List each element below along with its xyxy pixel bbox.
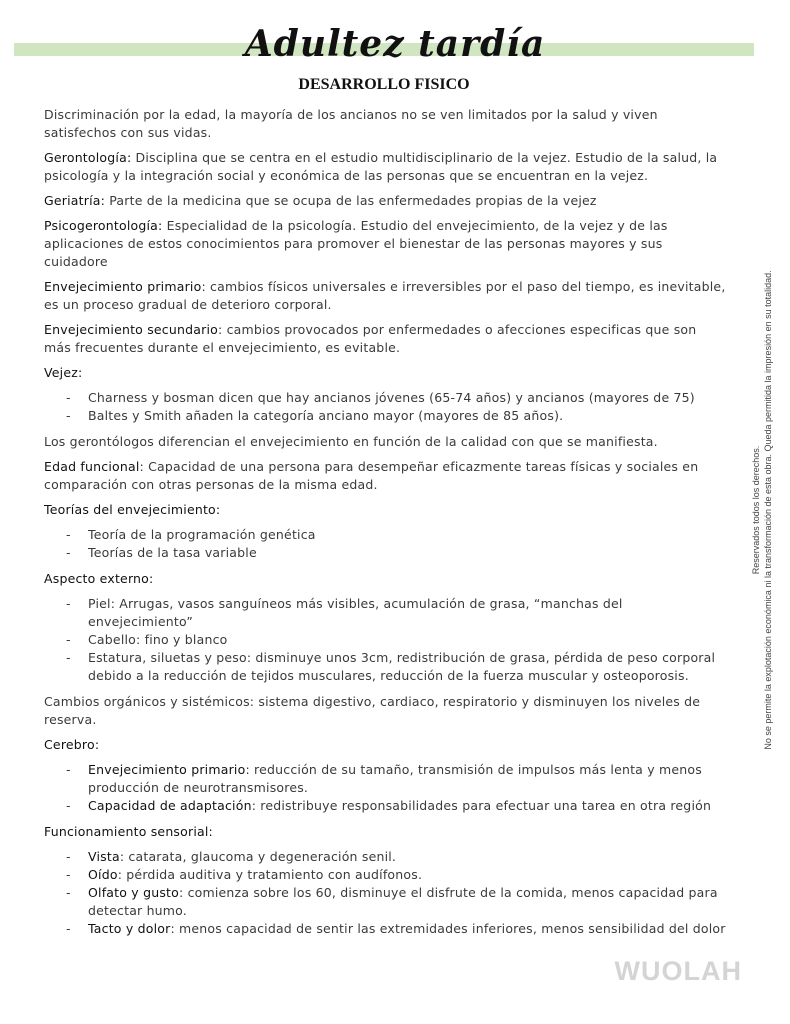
- list-item: - Charness y bosman dicen que hay ancianos jóvenes (65-74 años) y ancianos (mayores de 75): [66, 390, 695, 405]
- dash-bullet-icon: -: [66, 632, 71, 647]
- brand-watermark-logo: WUOLAH: [614, 956, 742, 986]
- intro-paragraph: Discriminación por la edad, la mayoría de los ancianos no se ven limitados por la salud y viven satisfechos con sus vidas.: [44, 107, 658, 140]
- cerebro-heading: Cerebro:: [44, 737, 100, 752]
- copyright-line: No se permite la explotación económica ni la transformación de esta obra. Queda permitida la impresión en su totalidad.: [763, 270, 773, 750]
- list-item: - Capacidad de adaptación: redistribuye responsabilidades para efectuar una tarea en otra región: [66, 798, 712, 813]
- aspecto-list: [44, 595, 726, 685]
- dash-bullet-icon: -: [66, 921, 71, 936]
- definition-term: Gerontología:: [44, 150, 132, 165]
- definition-text: Especialidad de la psicología. Estudio del envejecimiento, de la vejez y de las aplicaciones de estos conocimientos para promover el bienestar de las personas mayores y sus cuidadore: [44, 218, 668, 269]
- list-item: - Teorías de la tasa variable: [66, 545, 257, 560]
- dash-bullet-icon: -: [66, 849, 71, 864]
- definition-text: : cambios provocados por enfermedades o afecciones especificas que son más frecuentes durante el envejecimiento, es evitable.: [44, 322, 697, 355]
- definition-envejecimiento-secundario: [44, 321, 726, 357]
- sensorial-heading: Funcionamiento sensorial:: [44, 824, 213, 839]
- definition-term: Psicogerontología:: [44, 218, 163, 233]
- definition-psicogerontologia: [44, 217, 726, 271]
- list-item: - Cabello: fino y blanco: [66, 632, 228, 647]
- list-item: - Tacto y dolor: menos capacidad de sentir las extremidades inferiores, menos sensibilidad del dolor: [66, 921, 726, 936]
- list-item: - Envejecimiento primario: reducción de su tamaño, transmisión de impulsos más lenta y menos producción de neurotransmisores.: [66, 762, 702, 795]
- cerebro-list: [44, 761, 726, 815]
- dash-bullet-icon: -: [66, 545, 71, 560]
- vejez-heading: Vejez:: [44, 365, 83, 380]
- definition-text: : cambios físicos universales e irreversibles por el paso del tiempo, es inevitable, es un proceso gradual de deterioro corporal.: [44, 279, 726, 312]
- list-item: - Vista: catarata, glaucoma y degeneración senil.: [66, 849, 397, 864]
- definition-text: : Capacidad de una persona para desempeñar eficazmente tareas físicas y sociales en comparación con otras personas de la misma edad.: [44, 459, 699, 492]
- list-item: - Piel: Arrugas, vasos sanguíneos más visibles, acumulación de grasa, “manchas del envejecimiento”: [66, 596, 623, 629]
- teorias-heading: Teorías del envejecimiento:: [44, 502, 221, 517]
- aspecto-heading: Aspecto externo:: [44, 571, 154, 586]
- list-item: - Estatura, siluetas y peso: disminuye unos 3cm, redistribución de grasa, pérdida de peso corporal debido a la reducción de tejidos musculares, reducción de la fuerza muscular y osteoporosis.: [66, 650, 716, 683]
- vejez-list: [44, 389, 726, 425]
- teorias-list: [44, 526, 726, 562]
- section-title: DESARROLLO FISICO: [298, 76, 470, 93]
- definition-term: Edad funcional: [44, 459, 140, 474]
- list-item: - Baltes y Smith añaden la categoría anciano mayor (mayores de 85 años).: [66, 408, 564, 423]
- definition-term: Envejecimiento secundario: [44, 322, 218, 337]
- page-title: Adultez tardía: [244, 23, 546, 65]
- definition-term: Geriatría:: [44, 193, 106, 208]
- document-body: [44, 106, 726, 946]
- definition-envejecimiento-primario: [44, 278, 726, 314]
- dash-bullet-icon: -: [66, 408, 71, 423]
- sensorial-list: [44, 848, 726, 938]
- copyright-line: Reservados todos los derechos.: [751, 445, 761, 575]
- definition-term: Envejecimiento primario: [44, 279, 202, 294]
- dash-bullet-icon: -: [66, 885, 71, 900]
- dash-bullet-icon: -: [66, 867, 71, 882]
- dash-bullet-icon: -: [66, 596, 71, 611]
- copyright-side-note: [750, 245, 774, 775]
- definition-geriatria: [44, 192, 726, 210]
- dash-bullet-icon: -: [66, 798, 71, 813]
- cambios-paragraph: Cambios orgánicos y sistémicos: sistema digestivo, cardiaco, respiratorio y disminuyen los niveles de reserva.: [44, 694, 701, 727]
- definition-text: Disciplina que se centra en el estudio multidisciplinario de la vejez. Estudio de la salud, la psicología y la integración social y económica de las personas que se encuentran en la vejez.: [44, 150, 718, 183]
- dash-bullet-icon: -: [66, 650, 71, 665]
- list-item: - Oído: pérdida auditiva y tratamiento con audífonos.: [66, 867, 423, 882]
- dash-bullet-icon: -: [66, 390, 71, 405]
- list-item: - Teoría de la programación genética: [66, 527, 316, 542]
- gerontologos-paragraph: Los gerontólogos diferencian el envejecimiento en función de la calidad con que se manifiesta.: [44, 434, 658, 449]
- list-item: - Olfato y gusto: comienza sobre los 60, disminuye el disfrute de la comida, menos capacidad para detectar humo.: [66, 885, 718, 918]
- definition-edad-funcional: [44, 458, 726, 494]
- definition-gerontologia: [44, 149, 726, 185]
- dash-bullet-icon: -: [66, 527, 71, 542]
- definition-text: Parte de la medicina que se ocupa de las enfermedades propias de la vejez: [105, 193, 597, 208]
- dash-bullet-icon: -: [66, 762, 71, 777]
